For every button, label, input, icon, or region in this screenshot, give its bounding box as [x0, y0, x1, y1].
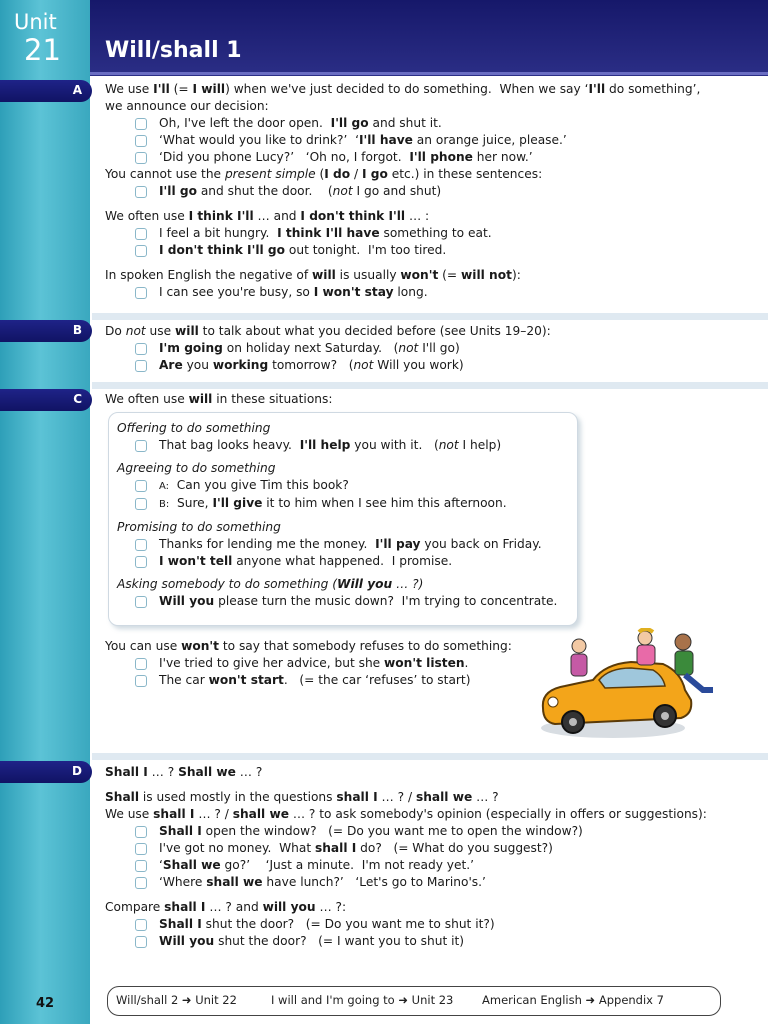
section-tab-d: D: [0, 761, 92, 783]
section-b-content: Do not use will to talk about what you decided before (see Units 19–20): I'm going on holiday next Saturday. (not I'll go) Are you working tomorrow? (not Will you work): [105, 323, 755, 374]
footer-link-will-going-to[interactable]: I will and I'm going to ➜ Unit 23: [271, 993, 454, 1007]
car-illustration: [535, 628, 725, 748]
header-stripe: [90, 72, 768, 75]
section-tab-a: A: [0, 80, 92, 102]
unit-label: Unit: [14, 10, 57, 34]
section-d-content: Shall I … ? Shall we … ? Shall is used mostly in the questions shall I … ? / shall we … ? We use shall I … ? / shall we … ? to ask somebody's opinion (especially in offers or suggestions): Shall I open the window? (= Do you want me to open the window?) I've got no money. What shall I do? (= What do you suggest?) ‘Shall we go?’ ‘Just a minute. I'm not ready yet.’ ‘Where shall we have lunch?’ ‘Let's go to Marino's.’ Compare shall I … ? and will you … ?: Shall I shut the door? (= Do you want me to shut it?) Will you shut the door? (= I want you to shut it): [105, 764, 755, 950]
footer-link-american-english[interactable]: American English ➜ Appendix 7: [482, 993, 664, 1007]
section-rule-b: [92, 313, 768, 320]
section-c-wont: You can use won't to say that somebody refuses to do something: I've tried to give her advice, but she won't listen. The car won't start. (= the car ‘refuses’ to start): [105, 638, 535, 689]
footer-link-will-shall-2[interactable]: Will/shall 2 ➜ Unit 22: [116, 993, 237, 1007]
section-tab-c: C: [0, 389, 92, 411]
page-title: Will/shall 1: [105, 38, 242, 63]
section-a-content: We use I'll (= I will) when we've just decided to do something. When we say ‘I'll do something’, we announce our decision: Oh, I've left the door open. I'll go and shut it. ‘What would you like to drink?’ ‘I'll have an orange juice, please.’ ‘Did you phone Lucy?’ ‘Oh no, I forgot. I'll phone her now.’ You cannot use the present simple (I do / I go etc.) in these sentences: I'll go and shut the door. (not I go and shut) We often use I think I'll … and I don't think I'll … : I feel a bit hungry. I think I'll have something to eat. I don't think I'll go out tonight. I'm too tired. In spoken English the negative of will is usually won't (= will not): I can see you're busy, so I won't stay long.: [105, 81, 755, 301]
section-c-situations: Offering to do something That bag looks heavy. I'll help you with it. (not I help) Agreeing to do something A: Can you give Tim this book? B: Sure, I'll give it to him when I see him this afternoon. Promising to do something Thanks for lending me the money. I'll pay you back on Friday. I won't tell anyone what happened. I promise. Asking somebody to do something (Will you … ?) Will you please turn the music down? I'm trying to concentrate.: [105, 414, 565, 610]
section-rule-d: [92, 753, 768, 760]
section-c-intro: We often use will in these situations:: [105, 392, 333, 406]
section-rule-c: [92, 382, 768, 389]
page-number: 42: [36, 996, 55, 1011]
sidebar: [0, 0, 90, 1024]
section-tab-b: B: [0, 320, 92, 342]
unit-number: 21: [24, 33, 61, 67]
cross-reference-footer: [107, 986, 721, 1016]
